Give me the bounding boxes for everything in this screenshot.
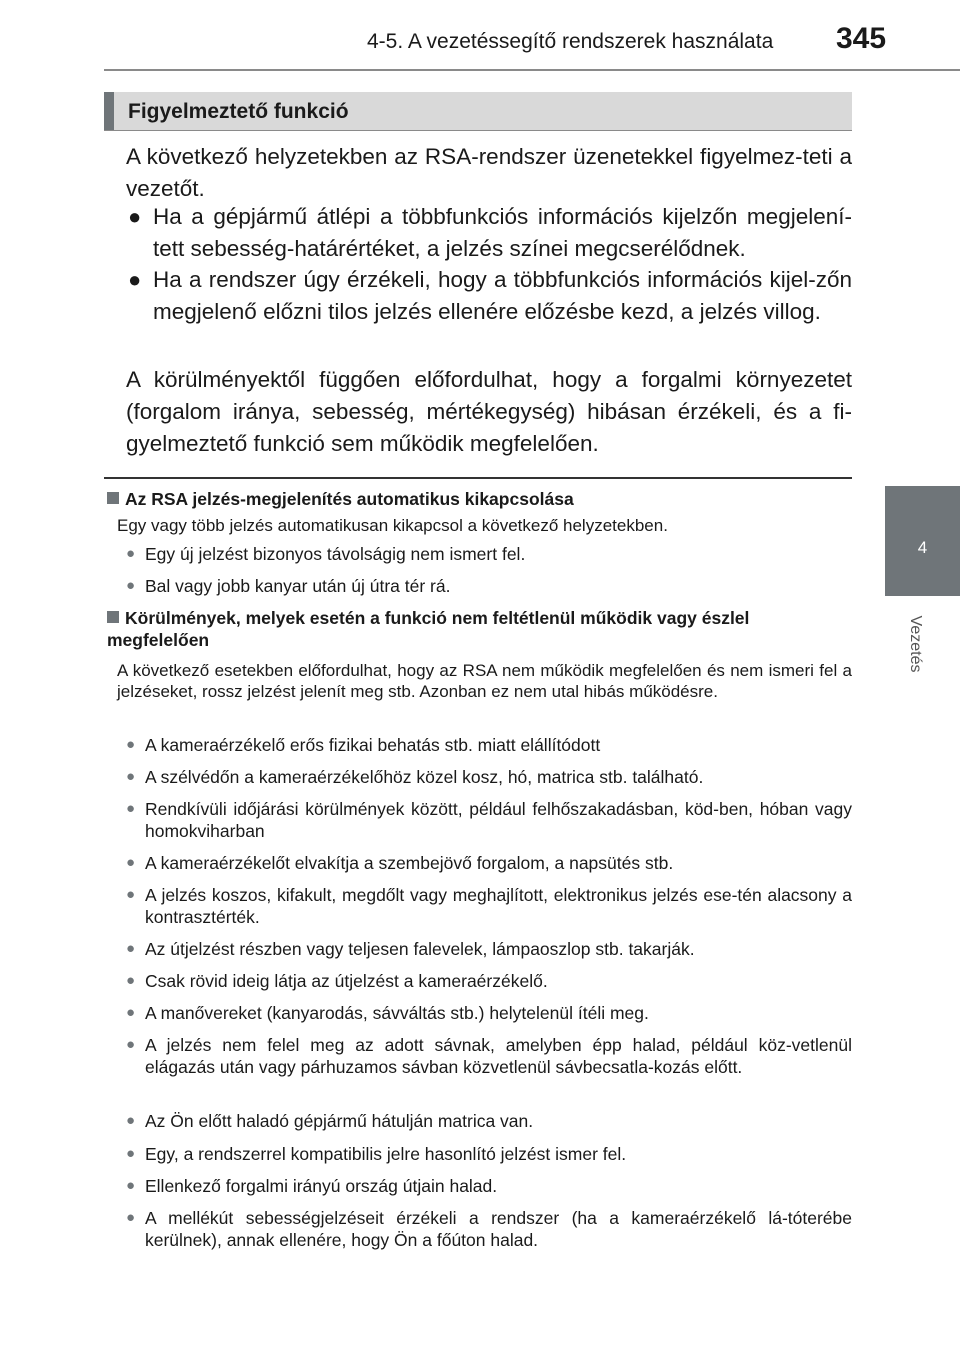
bullet-dot-icon: ●	[126, 854, 136, 871]
page-number: 345	[836, 22, 887, 55]
bullet-dot-icon: ●	[126, 800, 136, 817]
list-item-text: Rendkívüli időjárási körülmények között, például felhőszakadásban, köd-ben, hóban vagy homokviharban	[145, 799, 852, 841]
list-item-text: Egy új jelzést bizonyos távolságig nem ismert fel.	[145, 544, 526, 564]
list-item-text: A manővereket (kanyarodás, sávváltás stb.) helytelenül ítéli meg.	[145, 1003, 649, 1023]
list-item	[126, 766, 852, 788]
section-title-underline	[104, 130, 852, 131]
auto-off-heading	[107, 488, 852, 510]
bullet-dot-icon: ●	[126, 736, 136, 753]
bullet-dot-icon: ●	[128, 267, 142, 292]
chapter-title: 4-5. A vezetéssegítő rendszerek használata	[367, 30, 774, 53]
chapter-number: 4	[917, 538, 928, 557]
list-item	[126, 852, 852, 874]
bullet-dot-icon: ●	[126, 1036, 136, 1053]
main-bullet-text: Ha a rendszer úgy érzékeli, hogy a többfunkciós információs kijel-zőn megjelenő előzni tilos jelzés ellenére előzésbe kezd, a jelzés villog.	[153, 267, 852, 324]
section-intro: A következő helyzetekben az RSA-rendszer üzenetekkel figyelmez-teti a vezetőt.	[126, 144, 852, 201]
list-item	[126, 938, 852, 960]
bullet-dot-icon: ●	[126, 886, 136, 903]
conditions-intro: A következő esetekben előfordulhat, hogy az RSA nem működik megfelelően és nem ismeri fel a jelzéseket, rossz jelzést jelenít meg stb. Azonban ez nem utal hibás működésre.	[117, 661, 852, 701]
bullet-dot-icon: ●	[126, 1112, 136, 1129]
conditions-heading	[107, 607, 852, 651]
bullet-dot-icon: ●	[126, 768, 136, 785]
chapter-side-tab	[885, 486, 960, 596]
auto-off-intro: Egy vagy több jelzés automatikusan kikapcsol a következő helyzetekben.	[117, 516, 668, 535]
list-item-text: Az útjelzést részben vagy teljesen falevelek, lámpaoszlop stb. takarják.	[145, 939, 695, 959]
list-item	[126, 884, 852, 928]
bullet-dot-icon: ●	[126, 1145, 136, 1162]
list-item-text: Az Ön előtt haladó gépjármű hátulján matrica van.	[145, 1111, 534, 1131]
chapter-side-label	[895, 605, 935, 685]
bullet-dot-icon: ●	[128, 204, 142, 229]
list-item	[126, 1207, 852, 1251]
list-item-text: A mellékút sebességjelzéseit érzékeli a rendszer (ha a kameraérzékelő lá-tóterébe kerülnek), annak ellenére, hogy Ön a főúton halad.	[145, 1208, 852, 1250]
list-item	[126, 1175, 852, 1197]
chapter-label-text: Vezetés	[907, 615, 924, 673]
list-item	[126, 798, 852, 842]
bullet-dot-icon: ●	[126, 1004, 136, 1021]
list-item-text: A kameraérzékelőt elvakítja a szembejövő forgalom, a napsütés stb.	[145, 853, 674, 873]
list-item-text: Csak rövid ideig látja az útjelzést a kameraérzékelő.	[145, 971, 548, 991]
section-title: Figyelmeztető funkció	[128, 100, 349, 123]
conditions-heading-text: Körülmények, melyek esetén a funkció nem feltétlenül működik vagy észlel megfelelően	[107, 608, 750, 650]
list-item-text: Egy, a rendszerrel kompatibilis jelre hasonlító jelzést ismer fel.	[145, 1144, 627, 1164]
main-bullet	[126, 201, 852, 265]
bullet-dot-icon: ●	[126, 1209, 136, 1226]
main-bullet	[126, 264, 852, 328]
section-divider	[104, 477, 852, 479]
bullet-dot-icon: ●	[126, 1177, 136, 1194]
bullet-dot-icon: ●	[126, 972, 136, 989]
header-rule	[104, 69, 960, 71]
bullet-dot-icon: ●	[126, 545, 136, 562]
square-bullet-icon	[107, 611, 119, 623]
list-item-text: Bal vagy jobb kanyar után új útra tér rá.	[145, 576, 451, 596]
main-bullet-text: Ha a gépjármű átlépi a többfunkciós információs kijelzőn megjelení-tett sebesség-határértéket, a jelzés színei megcserélődnek.	[153, 204, 852, 261]
bullet-dot-icon: ●	[126, 577, 136, 594]
list-item-text: A jelzés koszos, kifakult, megdőlt vagy meghajlított, elektronikus jelzés ese-tén alacsony a kontrasztérték.	[145, 885, 852, 927]
list-item	[126, 543, 852, 565]
list-item	[126, 1143, 852, 1165]
list-item	[126, 1034, 852, 1078]
auto-off-heading-text: Az RSA jelzés-megjelenítés automatikus kikapcsolása	[125, 489, 574, 509]
list-item	[126, 575, 852, 597]
section-title-box	[104, 92, 852, 130]
list-item-text: A kameraérzékelő erős fizikai behatás stb. miatt elállítódott	[145, 735, 601, 755]
list-item	[126, 970, 852, 992]
list-item-text: A szélvédőn a kameraérzékelőhöz közel kosz, hó, matrica stb. található.	[145, 767, 704, 787]
list-item	[126, 1002, 852, 1024]
list-item-text: A jelzés nem felel meg az adott sávnak, amelyben épp halad, például köz-vetlenül elágazás után vagy párhuzamos sávban közvetlenül sávbecsatla-kozás előtt.	[145, 1035, 852, 1077]
bullet-dot-icon: ●	[126, 940, 136, 957]
list-item	[126, 1110, 852, 1132]
list-item-text: Ellenkező forgalmi irányú ország útjain halad.	[145, 1176, 498, 1196]
list-item	[126, 734, 852, 756]
section-outro: A körülményektől függően előfordulhat, hogy a forgalmi környezetet (forgalom iránya, sebesség, mértékegység) hibásan érzékeli, és a fi-gyelmeztető funkció sem működik megfelelően.	[126, 367, 852, 456]
square-bullet-icon	[107, 492, 119, 504]
